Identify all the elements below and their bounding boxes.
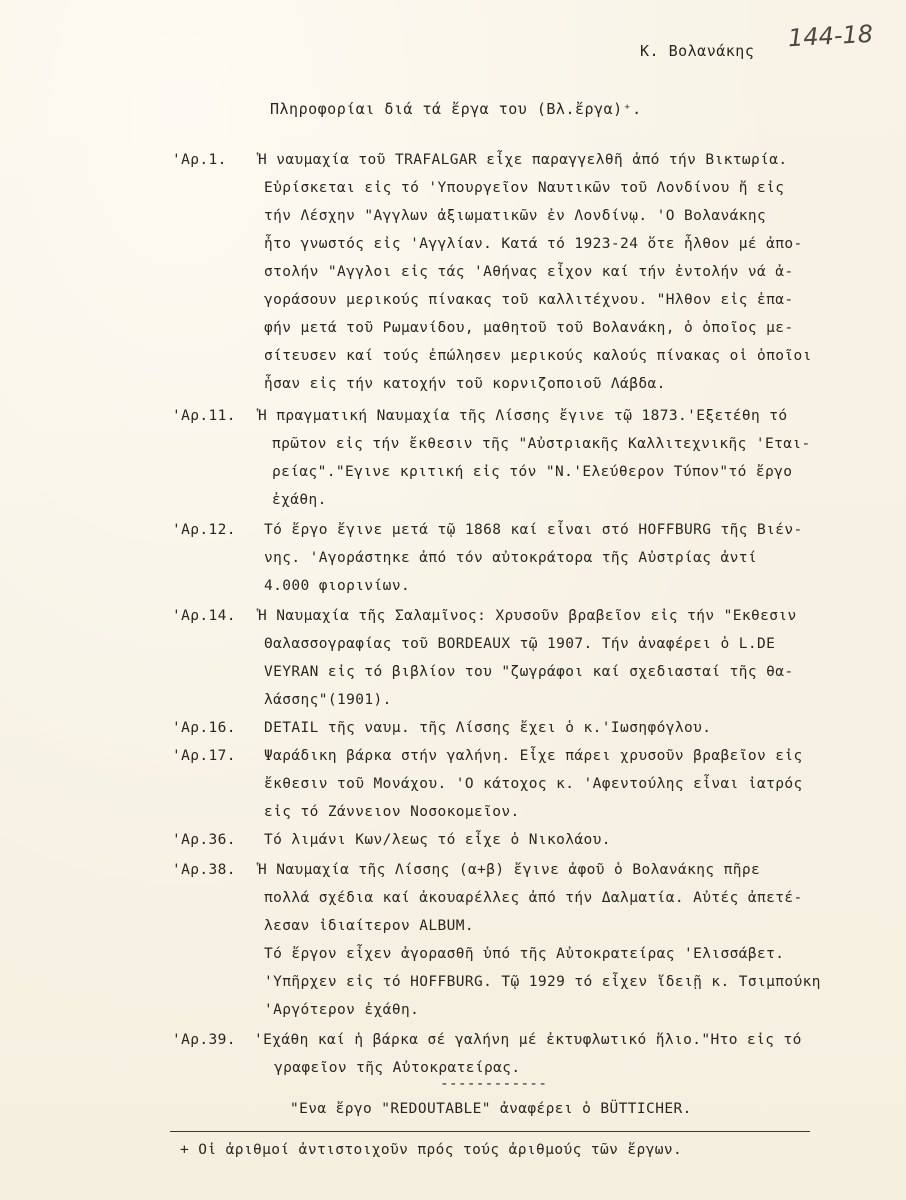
entry-12-line: Τό ἔργο ἔγινε μετά τῷ 1868 καί εἶναι στό HOFFBURG τῆς Βιέν-: [264, 522, 803, 538]
entry-ref-17: 'Αρ.17.: [172, 748, 236, 764]
entry-1-line: σίτευσεν καί τούς ἐπώλησεν μερικούς καλούς πίνακας οἱ ὁποῖοι: [264, 348, 812, 364]
entry-17-line: εἰς τό Ζάννειον Νοσοκομεῖον.: [264, 804, 520, 820]
entry-14-line: VEYRAN εἰς τό βιβλίον του "ζωγράφοι καί σχεδιασταί τῆς θα-: [264, 664, 794, 680]
entry-38-line: Τό ἔργον εἶχεν ἀγορασθῆ ὑπό τῆς Αὐτοκρατείρας 'Ελισσάβετ.: [264, 946, 785, 962]
entry-1-line: Εὑρίσκεται εἰς τό 'Υπουργεῖον Ναυτικῶν τοῦ Λονδίνου ἤ εἰς: [264, 180, 785, 196]
closing-line: "Ενα ἔργο "REDOUTABLE" ἀναφέρει ὁ BÜTTICHER.: [290, 1101, 692, 1117]
entry-17-line: Ψαράδικη βάρκα στήν γαλήνη. Εἶχε πάρει χρυσοῦν βραβεῖον εἰς: [264, 748, 803, 764]
entry-ref-11: 'Αρ.11.: [172, 408, 236, 424]
entry-11-line: πρῶτον εἰς τήν ἔκθεσιν τῆς "Αὐστριακῆς Καλλιτεχνικῆς 'Εται-: [272, 436, 811, 452]
entry-1-line: ἦτο γνωστός εἰς 'Αγγλίαν. Κατά τό 1923-24 ὅτε ἦλθον μέ ἀπο-: [264, 236, 803, 252]
entry-ref-38: 'Αρ.38.: [172, 862, 236, 878]
entry-38-line: 'Αργότερον ἐχάθη.: [264, 1002, 420, 1018]
entry-1-line: ἦσαν εἰς τήν κατοχήν τοῦ κορνιζοποιοῦ Λάβδα.: [264, 376, 666, 392]
entry-38-line: λεσαν ἰδιαίτερον ALBUM.: [264, 918, 474, 934]
entry-14-line: Ἡ Ναυμαχία τῆς Σαλαμῖνος: Χρυσοῦν βραβεῖον εἰς τήν "Εκθεσιν: [258, 608, 797, 624]
entry-11-line: Ἡ πραγματική Ναυμαχία τῆς Λίσσης ἔγινε τῷ 1873.'Εξετέθη τό: [258, 408, 788, 424]
entry-14-line: Θαλασσογραφίας τοῦ BORDEAUX τῷ 1907. Τήν ἀναφέρει ὁ L.DE: [264, 636, 776, 652]
entry-ref-14: 'Αρ.14.: [172, 608, 236, 624]
entry-1-line: φήν μετά τοῦ Ρωμανίδου, μαθητοῦ τοῦ Βολανάκη, ὁ ὁποῖος με-: [264, 320, 794, 336]
entry-38-line: πολλά σχέδια καί ἀκουαρέλλες ἀπό τήν Δαλματία. Αὐτές ἀπετέ-: [264, 890, 803, 906]
author-name: Κ. Βολανάκης: [640, 42, 755, 60]
entry-11-line: ρείας"."Εγινε κριτική εἰς τόν "Ν.'Ελεύθερον Τύπον"τό ἔργο: [272, 464, 793, 480]
entry-39-line: 'Εχάθη καί ἡ βάρκα σέ γαλήνη μέ ἐκτυφλωτικό ἥλιο."Ητο εἰς τό: [254, 1032, 802, 1048]
archive-number: 144-18: [787, 19, 874, 53]
entry-12-line: νης. 'Αγοράστηκε ἀπό τόν αὐτοκράτορα τῆς Αὐστρίας ἀντί: [264, 550, 758, 566]
entry-ref-39: 'Αρ.39.: [172, 1032, 236, 1048]
entry-39-line: γραφεῖον τῆς Αὐτοκρατείρας.: [274, 1060, 521, 1076]
entry-1-line: γοράσουν μερικούς πίνακας τοῦ καλλιτέχνου. "Ηλθον εἰς ἐπα-: [264, 292, 794, 308]
entry-1-line: τήν Λέσχην "Αγγλων ἀξιωματικῶν ἐν Λονδίνῳ. 'Ο Βολανάκης: [264, 208, 767, 224]
footnote: + Οἱ ἀριθμοί ἀντιστοιχοῦν πρός τούς ἀριθμούς τῶν ἔργων.: [180, 1142, 683, 1158]
footnote-rule: [170, 1131, 810, 1132]
entry-17-line: ἔκθεσιν τοῦ Μονάχου. 'Ο κάτοχος κ. 'Αφεντούλης εἶναι ἰατρός: [264, 776, 803, 792]
entry-1-line: Ἡ ναυμαχία τοῦ TRAFALGAR εἶχε παραγγελθῆ ἀπό τήν Βικτωρία.: [258, 152, 788, 168]
entry-1-line: στολήν "Αγγλοι εἰς τάς 'Αθήνας εἶχον καί τήν ἐντολήν νά ἀ-: [264, 264, 794, 280]
entry-11-line: ἐχάθη.: [272, 492, 327, 508]
separator-dashes: ------------: [440, 1076, 548, 1092]
entry-ref-12: 'Αρ.12.: [172, 522, 236, 538]
entry-16-line: DETAIL τῆς ναυμ. τῆς Λίσσης ἔχει ὁ κ.'Ιωσηφόγλου.: [264, 720, 712, 736]
entry-12-line: 4.000 φιορινίων.: [264, 578, 411, 594]
page-title: Πληροφορίαι διά τά ἔργα του (Βλ.ἔργα)⁺.: [270, 100, 642, 118]
entry-36-line: Τό λιμάνι Κων/λεως τό εἶχε ὁ Νικολάου.: [264, 832, 611, 848]
entry-ref-36: 'Αρ.36.: [172, 832, 236, 848]
entry-38-line: Ἡ Ναυμαχία τῆς Λίσσης (α+β) ἔγινε ἀφοῦ ὁ Βολανάκης πῆρε: [258, 862, 761, 878]
entry-38-line: 'Υπῆρχεν εἰς τό HOFFBURG. Τῷ 1929 τό εἶχεν ἴδειῇ κ. Τσιμπούκη: [264, 974, 821, 990]
entry-ref-16: 'Αρ.16.: [172, 720, 236, 736]
entry-ref-1: 'Αρ.1.: [172, 152, 227, 168]
entry-14-line: λάσσης"(1901).: [264, 692, 392, 708]
